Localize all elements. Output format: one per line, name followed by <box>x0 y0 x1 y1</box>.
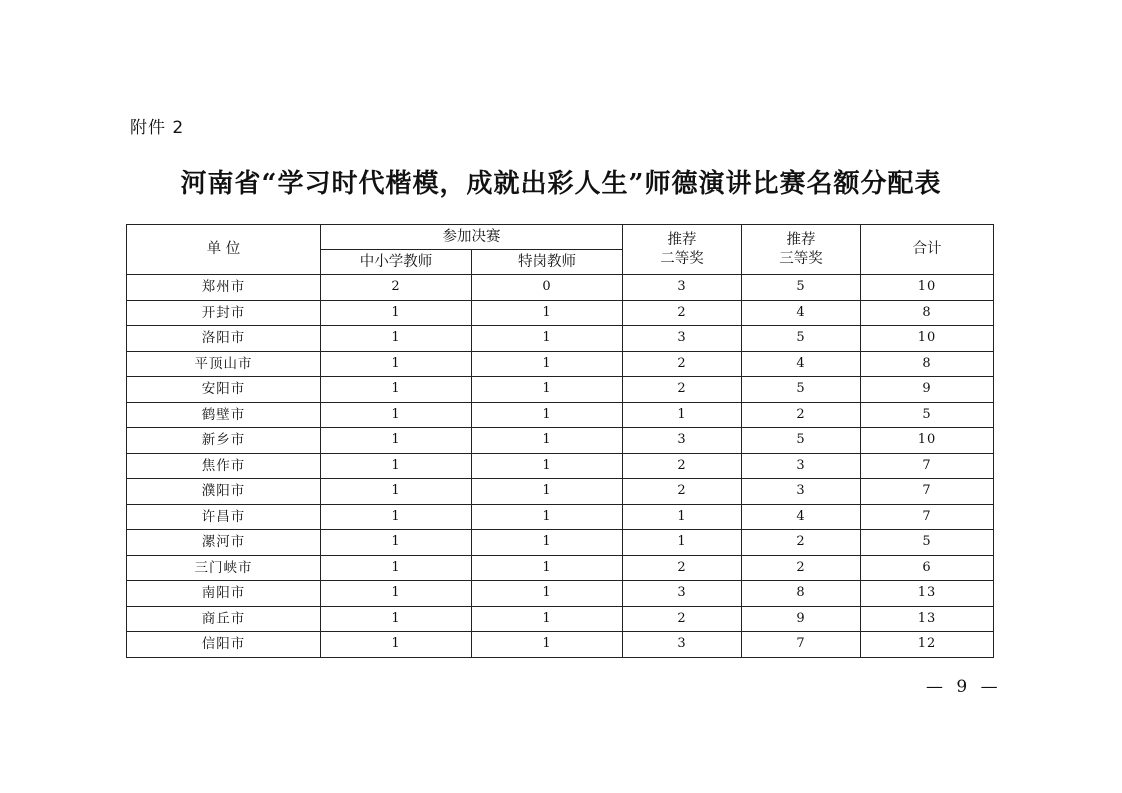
cell-special-post-teachers: 1 <box>472 504 623 530</box>
cell-recommend-third: 3 <box>742 479 861 505</box>
cell-special-post-teachers: 1 <box>472 428 623 454</box>
cell-special-post-teachers: 1 <box>472 606 623 632</box>
cell-primary-teachers: 1 <box>321 555 472 581</box>
cell-recommend-third: 7 <box>742 632 861 658</box>
cell-recommend-third: 4 <box>742 351 861 377</box>
cell-recommend-second: 2 <box>623 300 742 326</box>
table-row <box>127 402 994 428</box>
table-row <box>127 581 994 607</box>
cell-recommend-second: 2 <box>623 377 742 403</box>
header-recommend-third-line1: 推荐 <box>786 231 816 248</box>
header-unit: 单 位 <box>127 225 321 275</box>
cell-unit: 商丘市 <box>127 606 321 632</box>
cell-primary-teachers: 1 <box>321 326 472 352</box>
table-header <box>127 225 994 275</box>
cell-recommend-third: 2 <box>742 555 861 581</box>
table-row <box>127 606 994 632</box>
cell-total: 7 <box>861 504 994 530</box>
cell-primary-teachers: 1 <box>321 402 472 428</box>
cell-primary-teachers: 1 <box>321 479 472 505</box>
cell-unit: 平顶山市 <box>127 351 321 377</box>
document-title: 河南省“学习时代楷模，成就出彩人生”师德演讲比赛名额分配表 <box>180 169 942 199</box>
cell-special-post-teachers: 1 <box>472 632 623 658</box>
cell-recommend-third: 4 <box>742 504 861 530</box>
cell-total: 13 <box>861 606 994 632</box>
table-row <box>127 275 994 301</box>
quota-table <box>126 224 994 658</box>
cell-recommend-third: 4 <box>742 300 861 326</box>
table-row <box>127 326 994 352</box>
cell-total: 9 <box>861 377 994 403</box>
table-row <box>127 632 994 658</box>
cell-primary-teachers: 1 <box>321 606 472 632</box>
cell-unit: 南阳市 <box>127 581 321 607</box>
cell-special-post-teachers: 1 <box>472 479 623 505</box>
cell-recommend-third: 2 <box>742 402 861 428</box>
cell-unit: 焦作市 <box>127 453 321 479</box>
cell-unit: 新乡市 <box>127 428 321 454</box>
table-row <box>127 377 994 403</box>
cell-total: 13 <box>861 581 994 607</box>
table-row <box>127 300 994 326</box>
table-row <box>127 555 994 581</box>
cell-special-post-teachers: 0 <box>472 275 623 301</box>
table-row <box>127 428 994 454</box>
cell-recommend-third: 5 <box>742 428 861 454</box>
cell-recommend-third: 9 <box>742 606 861 632</box>
cell-recommend-second: 2 <box>623 479 742 505</box>
cell-total: 6 <box>861 555 994 581</box>
header-special-post-teachers: 特岗教师 <box>472 250 623 275</box>
header-recommend-third <box>742 225 861 275</box>
cell-recommend-third: 8 <box>742 581 861 607</box>
cell-unit: 安阳市 <box>127 377 321 403</box>
table-row <box>127 530 994 556</box>
cell-primary-teachers: 1 <box>321 300 472 326</box>
cell-recommend-second: 3 <box>623 326 742 352</box>
table-row <box>127 504 994 530</box>
cell-recommend-second: 2 <box>623 606 742 632</box>
cell-primary-teachers: 1 <box>321 632 472 658</box>
cell-unit: 漯河市 <box>127 530 321 556</box>
cell-recommend-second: 2 <box>623 453 742 479</box>
cell-recommend-second: 1 <box>623 402 742 428</box>
cell-total: 8 <box>861 351 994 377</box>
page-number: — 9 — <box>926 677 1002 697</box>
attachment-label: 附件 2 <box>130 118 185 138</box>
cell-primary-teachers: 1 <box>321 428 472 454</box>
cell-special-post-teachers: 1 <box>472 351 623 377</box>
cell-unit: 信阳市 <box>127 632 321 658</box>
cell-total: 10 <box>861 275 994 301</box>
cell-special-post-teachers: 1 <box>472 555 623 581</box>
header-primary-teachers: 中小学教师 <box>321 250 472 275</box>
cell-primary-teachers: 1 <box>321 377 472 403</box>
header-recommend-third-line2: 三等奖 <box>779 250 823 267</box>
table-row <box>127 453 994 479</box>
cell-unit: 三门峡市 <box>127 555 321 581</box>
cell-total: 5 <box>861 402 994 428</box>
cell-special-post-teachers: 1 <box>472 530 623 556</box>
cell-recommend-second: 3 <box>623 275 742 301</box>
cell-recommend-second: 1 <box>623 504 742 530</box>
cell-recommend-third: 5 <box>742 377 861 403</box>
cell-primary-teachers: 1 <box>321 504 472 530</box>
cell-primary-teachers: 1 <box>321 581 472 607</box>
cell-total: 10 <box>861 326 994 352</box>
cell-recommend-third: 5 <box>742 326 861 352</box>
header-recommend-second-line2: 二等奖 <box>660 250 704 267</box>
cell-total: 7 <box>861 479 994 505</box>
cell-recommend-second: 3 <box>623 581 742 607</box>
cell-recommend-third: 5 <box>742 275 861 301</box>
table-row <box>127 479 994 505</box>
header-total: 合计 <box>861 225 994 275</box>
cell-unit: 濮阳市 <box>127 479 321 505</box>
cell-special-post-teachers: 1 <box>472 402 623 428</box>
table-row <box>127 351 994 377</box>
cell-primary-teachers: 1 <box>321 351 472 377</box>
cell-unit: 许昌市 <box>127 504 321 530</box>
cell-unit: 开封市 <box>127 300 321 326</box>
cell-special-post-teachers: 1 <box>472 326 623 352</box>
cell-recommend-second: 3 <box>623 428 742 454</box>
cell-special-post-teachers: 1 <box>472 581 623 607</box>
header-recommend-second-line1: 推荐 <box>667 231 697 248</box>
cell-special-post-teachers: 1 <box>472 300 623 326</box>
header-final-group: 参加决赛 <box>321 225 623 250</box>
cell-special-post-teachers: 1 <box>472 453 623 479</box>
cell-unit: 洛阳市 <box>127 326 321 352</box>
cell-recommend-second: 1 <box>623 530 742 556</box>
header-recommend-second <box>623 225 742 275</box>
cell-special-post-teachers: 1 <box>472 377 623 403</box>
cell-total: 10 <box>861 428 994 454</box>
cell-unit: 郑州市 <box>127 275 321 301</box>
cell-recommend-third: 3 <box>742 453 861 479</box>
table-body <box>127 275 994 658</box>
cell-recommend-second: 2 <box>623 555 742 581</box>
cell-total: 12 <box>861 632 994 658</box>
cell-total: 5 <box>861 530 994 556</box>
cell-total: 7 <box>861 453 994 479</box>
cell-primary-teachers: 2 <box>321 275 472 301</box>
cell-total: 8 <box>861 300 994 326</box>
cell-recommend-second: 2 <box>623 351 742 377</box>
cell-recommend-third: 2 <box>742 530 861 556</box>
cell-recommend-second: 3 <box>623 632 742 658</box>
cell-unit: 鹤壁市 <box>127 402 321 428</box>
cell-primary-teachers: 1 <box>321 453 472 479</box>
cell-primary-teachers: 1 <box>321 530 472 556</box>
